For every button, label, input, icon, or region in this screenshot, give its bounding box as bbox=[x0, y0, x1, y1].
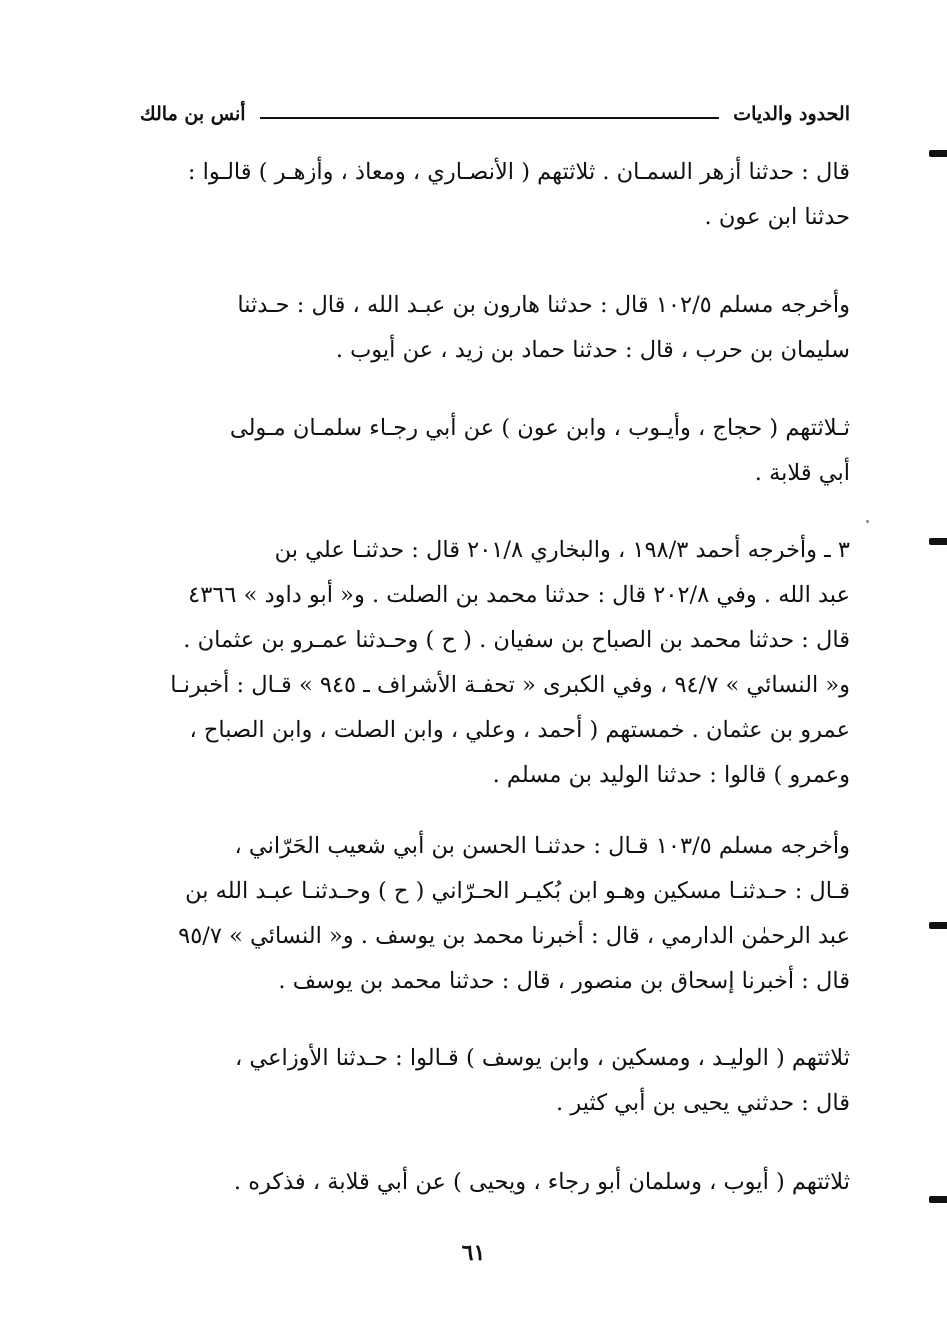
paragraph-3 bbox=[140, 406, 850, 496]
narrator-title: أنس بن مالك bbox=[140, 103, 246, 125]
text-line: ٣ ـ وأخرجه أحمد ١٩٨/٣ ، والبخاري ٢٠١/٨ قال : حدثنـا علي بن bbox=[274, 537, 850, 563]
paragraph-6 bbox=[140, 1036, 850, 1126]
text-line: ثلاثتهم ( أيوب ، وسلمان أبو رجاء ، ويحيى ) عن أبي قلابة ، فذكره . bbox=[233, 1169, 850, 1195]
text-line: سليمان بن حرب ، قال : حدثنا حماد بن زيد ، عن أيوب . bbox=[335, 337, 850, 363]
text-line: عبد الله . وفي ٢٠٢/٨ قال : حدثنا محمد بن الصلت . و« أبو داود » ٤٣٦٦ bbox=[188, 582, 850, 608]
text-line: قال : حدثني يحيى بن أبي كثير . bbox=[556, 1090, 850, 1116]
page-number: ٦١ bbox=[461, 1240, 486, 1266]
text-line: عمرو بن عثمان . خمستهم ( أحمد ، وعلي ، وابن الصلت ، وابن الصباح ، bbox=[189, 717, 850, 743]
text-line: قال : حدثنا محمد بن الصباح بن سفيان . ( ح ) وحـدثنا عمـرو بن عثمان . bbox=[183, 627, 850, 653]
binding-mark bbox=[929, 150, 947, 157]
text-line: وأخرجه مسلم ١٠٣/٥ قـال : حدثنـا الحسن بن أبي شعيب الحَرّاني ، bbox=[234, 833, 850, 859]
text-line: قال : أخبرنا إسحاق بن منصور ، قال : حدثنا محمد بن يوسف . bbox=[278, 968, 850, 994]
binding-mark bbox=[929, 538, 947, 545]
text-line: قـال : حـدثنـا مسكين وهـو ابن بُكيـر الحـرّاني ( ح ) وحـدثنـا عبـد الله بن bbox=[185, 878, 850, 904]
text-line: عبد الرحمٰن الدارمي ، قال : أخبرنا محمد بن يوسف . و« النسائي » ٩٥/٧ bbox=[178, 923, 850, 949]
scan-speck bbox=[866, 520, 869, 523]
text-line: ثـلاثتهم ( حجاج ، وأيـوب ، وابن عون ) عن أبي رجـاء سلمـان مـولى bbox=[229, 415, 850, 441]
text-line: وأخرجه مسلم ١٠٢/٥ قال : حدثنا هارون بن عبـد الله ، قال : حـدثنا bbox=[237, 292, 850, 318]
text-line: ثلاثتهم ( الوليـد ، ومسكين ، وابن يوسف ) قـالوا : حـدثنا الأوزاعي ، bbox=[234, 1045, 850, 1071]
running-header bbox=[140, 98, 850, 130]
text-line: أبي قلابة . bbox=[754, 460, 850, 486]
header-rule bbox=[260, 117, 720, 119]
paragraph-7 bbox=[140, 1160, 850, 1205]
text-line: حدثنا ابن عون . bbox=[704, 204, 850, 230]
paragraph-2 bbox=[140, 283, 850, 373]
chapter-title: الحدود والديات bbox=[733, 103, 850, 125]
text-line: وعمرو ) قالوا : حدثنا الوليد بن مسلم . bbox=[492, 762, 850, 788]
binding-mark bbox=[929, 1196, 947, 1203]
binding-mark bbox=[929, 922, 947, 929]
paragraph-1 bbox=[140, 150, 850, 240]
text-line: قال : حدثنا أزهر السمـان . ثلاثتهم ( الأنصـاري ، ومعاذ ، وأزهـر ) قالـوا : bbox=[187, 159, 850, 185]
text-line: و« النسائي » ٩٤/٧ ، وفي الكبرى « تحفـة الأشراف ـ ٩٤٥ » قـال : أخبرنـا bbox=[170, 672, 850, 698]
paragraph-5 bbox=[140, 824, 850, 1004]
paragraph-4 bbox=[140, 528, 850, 798]
